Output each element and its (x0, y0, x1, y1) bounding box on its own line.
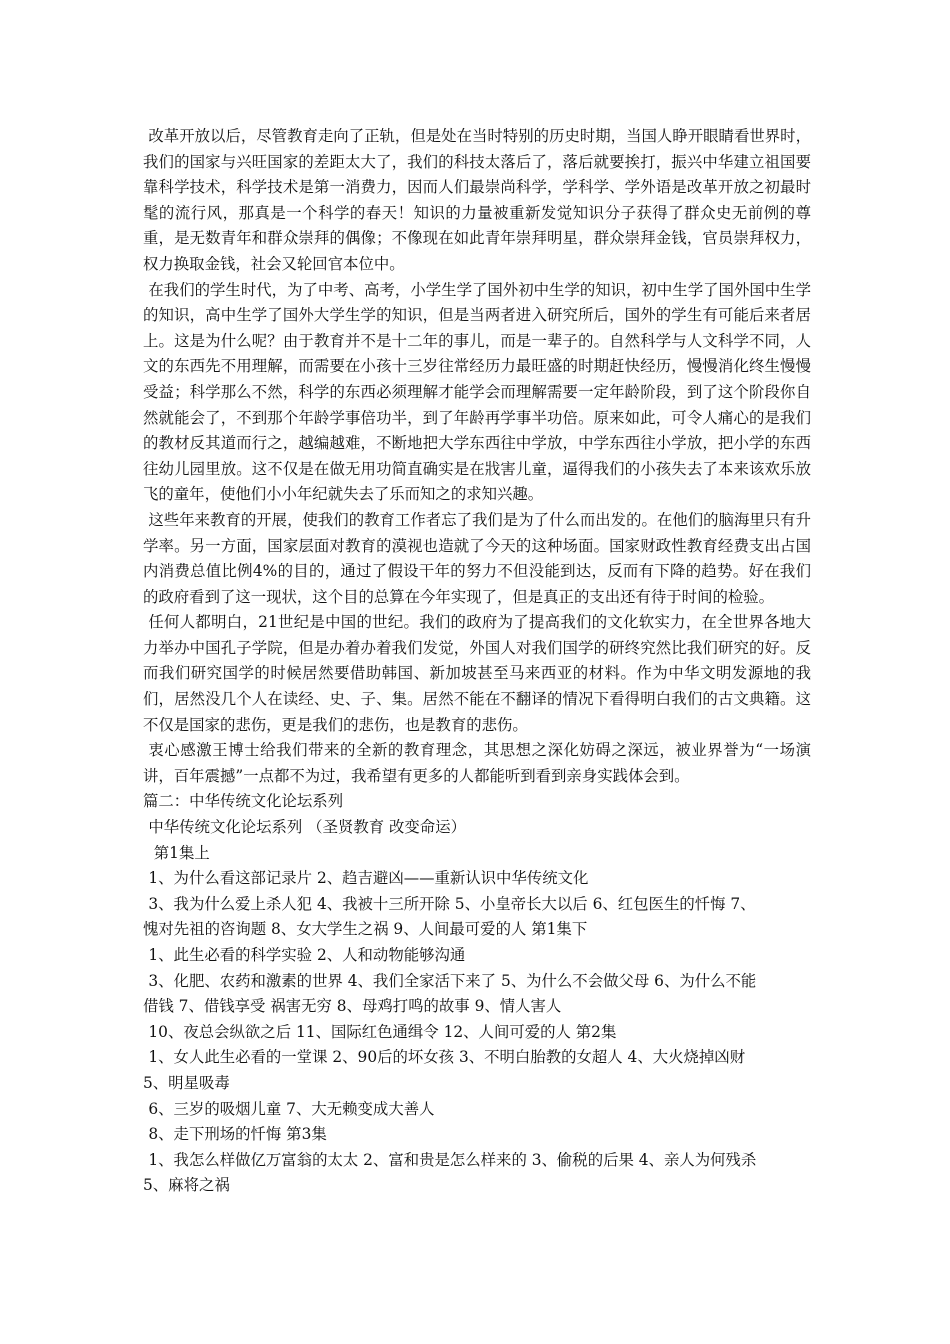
list-item: 1、此生必看的科学实验 2、人和动物能够沟通 (148, 946, 466, 964)
list-item: 8、走下刑场的忏悔 第3集 (148, 1125, 327, 1144)
list-item: 5、明星吸毒 (143, 1073, 230, 1092)
list-item: 1、女人此生必看的一堂课 2、90后的坏女孩 3、不明白胎教的女超人 4、大火烧掉凶财 (148, 1048, 746, 1067)
body-paragraph: 这些年来教育的开展，使我们的教育工作者忘了我们是为了什么而出发的。在他们的脑海里只有升学率。另一方面，国家层面对教育的漠视也造就了今天的这种场面。国家财政性教育经费支出占国内消费总值比例4%的目的，通过了假设干年的努力不但没能到达，反而有下降的趋势。好在我们的政府看到了这一现状，这个目的总算在今年实现了，但是真正的支出还有待于时间的检验。 (143, 510, 811, 606)
list-item: 10、夜总会纵欲之后 11、国际红色通缉令 12、人间可爱的人 第2集 (148, 1022, 617, 1041)
list-item: 1、我怎么样做亿万富翁的太太 2、富和贵是怎么样来的 3、偷税的后果 4、亲人为何残杀 (148, 1150, 757, 1169)
body-paragraph: 改革开放以后，尽管教育走向了正轨，但是处在当时特别的历史时期，当国人睁开眼睛看世界时，我们的国家与兴旺国家的差距太大了，我们的科技太落后了，落后就要挨打，振兴中华建立祖国要靠科学技术，科学技术是第一消费力，因而人们最崇尚科学，学科学、学外语是改革开放之初最时髦的流行风，那真是一个科学的春天！知识的力量被重新发觉知识分子获得了群众史无前例的尊重，是无数青年和群众崇拜的偶像；不像现在如此青年崇拜明星，群众崇拜金钱，官员崇拜权力，权力换取金钱，社会又轮回官本位中。 (143, 127, 811, 273)
list-item: 借钱 7、借钱享受 祸害无穷 8、母鸡打鸣的故事 9、情人害人 (143, 997, 562, 1016)
document-page (143, 124, 811, 1199)
body-paragraph: 衷心感激王博士给我们带来的全新的教育理念，其思想之深化妨碍之深远，被业界誉为“一场演讲，百年震撼”一点都不为过，我希望有更多的人都能听到看到亲身实践体会到。 (143, 741, 811, 785)
list-item: 3、化肥、农药和激素的世界 4、我们全家活下来了 5、为什么不会做父母 6、为什么不能 (148, 971, 757, 990)
list-item: 5、麻将之祸 (143, 1176, 230, 1195)
episode-heading: 第1集上 (153, 843, 210, 862)
list-item: 6、三岁的吸烟儿童 7、大无赖变成大善人 (148, 1099, 435, 1118)
body-paragraph: 在我们的学生时代，为了中考、高考，小学生学了国外初中生学的知识，初中生学了国外国中生学的知识，高中生学了国外大学生学的知识，但是当两者进入研究所后，国外的学生有可能后来者居上。这是为什么呢？由于教育并不是十二年的事儿，而是一辈子的。自然科学与人文科学不同，人文的东西先不用理解，而需要在小孩十三岁往常经历力最旺盛的时期赶快经历，慢慢消化终生慢慢受益；科学那么不然，科学的东西必须理解才能学会而理解需要一定年龄阶段，到了这个阶段你自然就能会了，不到那个年龄学事倍功半，到了年龄再学事半功倍。原来如此，可令人痛心的是我们的教材反其道而行之，越编越难，不断地把大学东西往中学放，中学东西往小学放，把小学的东西往幼儿园里放。这不仅是在做无用功简直确实是在戕害儿童，逼得我们的小孩失去了本来该欢乐放飞的童年，使他们小小年纪就失去了乐而知之的求知兴趣。 (143, 280, 811, 504)
list-item: 3、我为什么爱上杀人犯 4、我被十三所开除 5、小皇帝长大以后 6、红包医生的忏悔 7、 (148, 894, 756, 913)
list-item: 愧对先祖的咨询题 8、女大学生之祸 9、人间最可爱的人 第1集下 (143, 920, 588, 939)
body-paragraph: 任何人都明白，21世纪是中国的世纪。我们的政府为了提高我们的文化软实力，在全世界各地大力举办中国孔子学院，但是办着办着我们发觉，外国人对我们国学的研终究然比我们研究的好。反而我们研究国学的时候居然要借助韩国、新加坡甚至马来西亚的材料。作为中华文明发源地的我们，居然没几个人在读经、史、子、集。居然不能在不翻译的情况下看得明白我们的古文典籍。这不仅是国家的悲伤，更是我们的悲伤，也是教育的悲伤。 (143, 613, 811, 734)
series-title: 中华传统文化论坛系列 （圣贤教育 改变命运） (148, 818, 466, 837)
section-heading: 篇二：中华传统文化论坛系列 (143, 792, 344, 811)
list-item: 1、为什么看这部记录片 2、趋吉避凶——重新认识中华传统文化 (148, 869, 589, 888)
